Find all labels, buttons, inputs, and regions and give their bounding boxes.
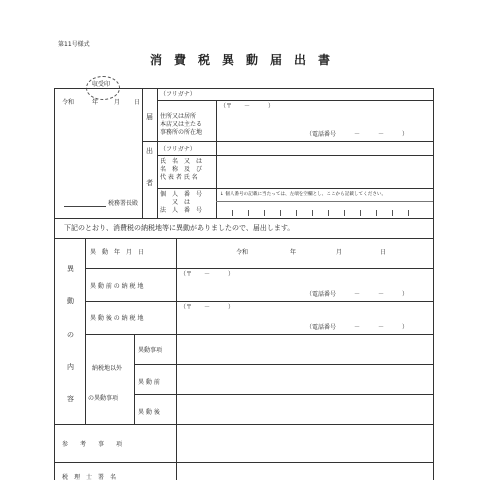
frame-left — [54, 88, 55, 480]
row-line-2 — [142, 141, 433, 142]
change-row-3 — [85, 334, 433, 335]
other-item-2: 異 動 前 — [138, 379, 160, 386]
number-digit-divider — [232, 210, 233, 216]
change-side-1: 異 — [67, 265, 74, 273]
reference-label: 参 考 事 項 — [62, 441, 123, 448]
notifier-side-2: 出 — [146, 147, 153, 155]
phone-number: （電話番号 － － ） — [306, 131, 409, 138]
form-number: 第11号様式 — [58, 41, 90, 48]
row-line-4 — [157, 188, 433, 189]
notifier-side-3: 者 — [146, 179, 153, 187]
number-label-1: 個 人 番 号 — [160, 191, 203, 198]
address-label-2: 本店又は主たる — [160, 121, 203, 128]
other-row-2 — [134, 394, 433, 395]
name-label-3: 代 表 者 氏 名 — [160, 174, 198, 181]
change-date-label: 異 動 年 月 日 — [90, 249, 145, 256]
after-postal: （〒 － ） — [180, 304, 235, 311]
page-title: 消費税異動届出書 — [150, 53, 343, 67]
statement-text: 下記のとおり、消費税の納税地等に異動がありましたので、届出します。 — [64, 224, 295, 232]
stamp-label: 収受印 — [92, 81, 111, 88]
number-digit-divider — [344, 210, 345, 216]
change-date-year: 年 — [290, 249, 297, 256]
name-label-1: 氏 名 又 は — [160, 158, 203, 165]
notifier-bottom — [54, 218, 434, 219]
change-side-border — [85, 238, 86, 424]
number-label-3: 法 人 番 号 — [160, 207, 203, 214]
other-row-1 — [134, 364, 433, 365]
reference-bottom — [54, 462, 434, 463]
change-date-month: 月 — [336, 249, 343, 256]
number-label-2: 又 は — [172, 199, 191, 206]
after-label: 異 動 後 の 納 税 地 — [90, 315, 144, 322]
statement-bottom — [54, 238, 434, 239]
number-digit-divider — [280, 210, 281, 216]
number-boxes-top — [216, 201, 433, 202]
date-era: 令和 — [62, 99, 75, 106]
row-line-1 — [157, 100, 433, 101]
number-digit-divider — [264, 210, 265, 216]
notifier-label-border — [157, 88, 158, 218]
number-digit-divider — [296, 210, 297, 216]
change-row-1 — [85, 268, 433, 269]
change-row-2 — [85, 301, 433, 302]
date-year: 年 — [92, 99, 99, 106]
before-phone: （電話番号 － － ） — [306, 291, 409, 298]
name-label-2: 名 称 及 び — [160, 166, 203, 173]
address-label-3: 事務所の所在地 — [160, 129, 203, 136]
row-line-3 — [157, 155, 433, 156]
notifier-side-1: 届 — [146, 113, 153, 121]
date-day: 日 — [134, 99, 141, 106]
change-side-3: の — [67, 331, 74, 339]
reference-label-border — [176, 424, 177, 480]
number-digit-divider — [248, 210, 249, 216]
address-label-1: 住所又は居所 — [160, 113, 197, 120]
number-digit-divider — [312, 210, 313, 216]
change-date-day: 日 — [380, 249, 387, 256]
recipient-underline — [64, 206, 106, 207]
number-note: ↓ 個人番号の記載に当たっては、左端を空欄とし、ここから記載してください。 — [220, 192, 387, 197]
other-item-3: 異 動 後 — [138, 409, 160, 416]
number-digit-divider — [376, 210, 377, 216]
other-items-border — [134, 334, 135, 424]
postal-code: （〒 － ） — [220, 103, 275, 110]
change-date-era: 令和 — [236, 249, 249, 256]
tax-accountant-label: 税 理 士 署 名 — [62, 474, 117, 481]
recipient: 税務署長殿 — [108, 200, 139, 207]
frame-right — [433, 88, 434, 480]
change-label-border — [176, 238, 177, 424]
other-label-1: 納税地以外 — [92, 365, 123, 372]
number-digit-divider — [360, 210, 361, 216]
furigana-label: （フリガナ） — [160, 91, 196, 98]
date-month: 月 — [114, 99, 121, 106]
number-digit-divider — [328, 210, 329, 216]
notifier-left-border — [142, 88, 143, 218]
after-phone: （電話番号 － － ） — [306, 324, 409, 331]
change-bottom — [54, 424, 434, 425]
other-label-2: の異動事項 — [88, 395, 119, 402]
before-label: 異 動 前 の 納 税 地 — [90, 283, 144, 290]
frame-top — [54, 88, 434, 89]
furigana-label-2: （フリガナ） — [160, 146, 196, 153]
before-postal: （〒 － ） — [180, 271, 235, 278]
number-digit-divider — [392, 210, 393, 216]
change-side-2: 動 — [67, 297, 74, 305]
number-digit-divider — [408, 210, 409, 216]
change-side-5: 容 — [67, 395, 74, 403]
change-side-4: 内 — [67, 363, 74, 371]
other-item-1: 異動事項 — [138, 347, 163, 354]
